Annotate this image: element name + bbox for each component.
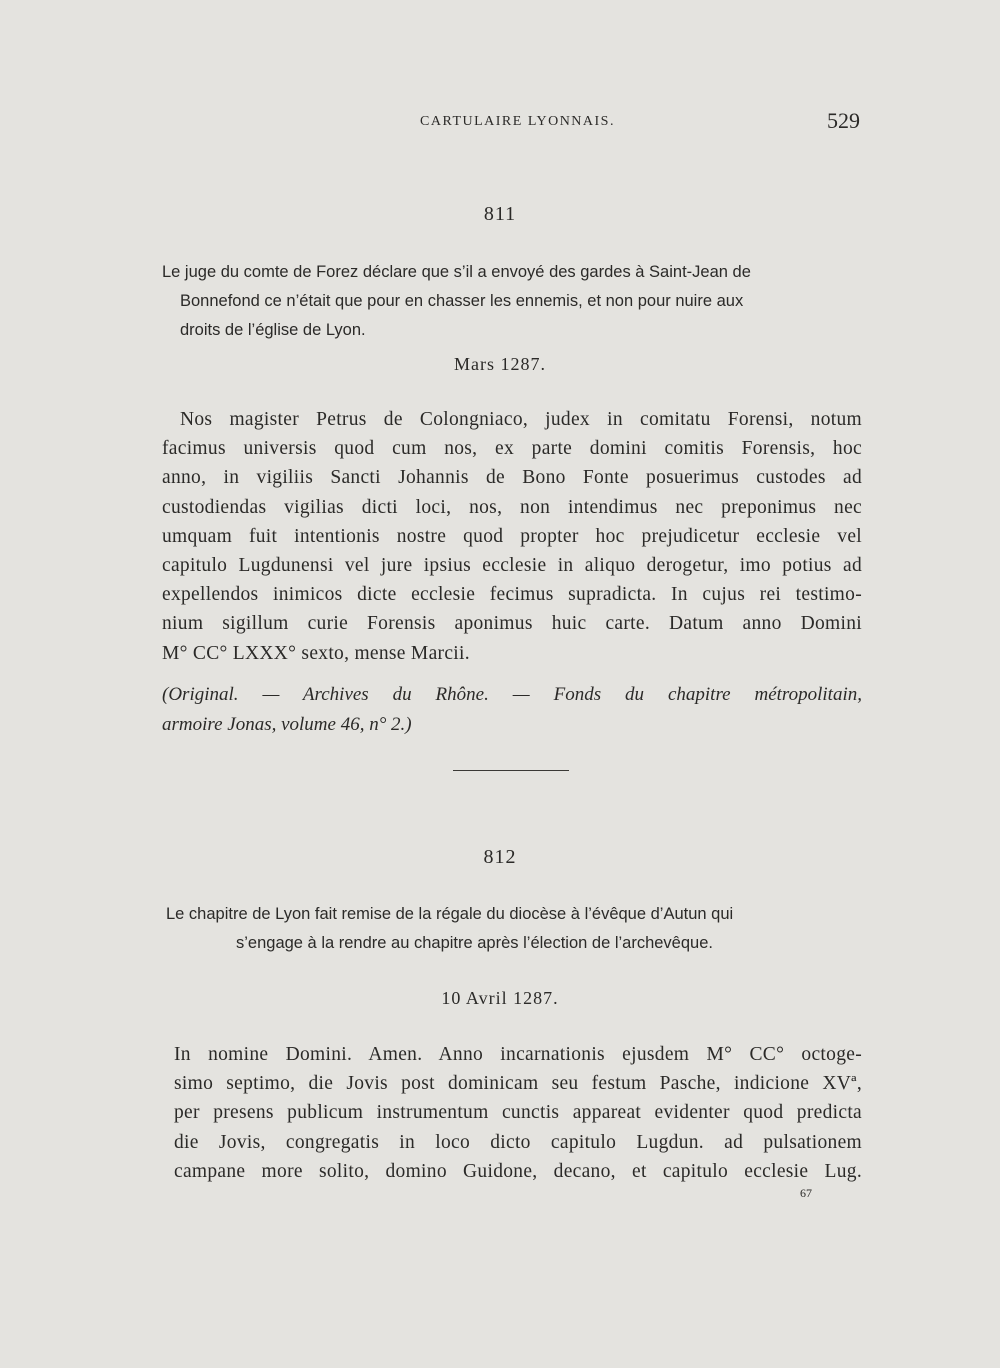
text-line: Nos magister Petrus de Colongniaco, judex in comitatu Forensi, notum xyxy=(180,409,862,430)
summary-line: droits de l’église de Lyon. xyxy=(180,321,366,339)
text-line: capitulo Lugdunensi vel jure ipsius ecclesie in aliquo derogetur, imo potius ad xyxy=(162,555,862,577)
text-line: simo septimo, die Jovis post dominicam seu festum Pasche, indicione XVª, xyxy=(174,1073,862,1095)
text-line: In nomine Domini. Amen. Anno incarnationis ejusdem M° CC° octoge- xyxy=(174,1044,862,1065)
text-line: anno, in vigiliis Sancti Johannis de Bono Fonte posuerimus custodes ad xyxy=(162,467,862,489)
charter-text xyxy=(162,1040,862,1186)
charter-text xyxy=(162,405,862,668)
summary-line: s’engage à la rendre au chapitre après l’élection de l’archevêque. xyxy=(236,934,713,952)
entry-number: 812 xyxy=(483,846,517,868)
source-line: armoire Jonas, volume 46, n° 2.) xyxy=(162,714,412,735)
text-line: per presens publicum instrumentum cunctis appareat evidenter quod predicta xyxy=(174,1102,862,1124)
page-number: 529 xyxy=(827,108,860,133)
text-line: M° CC° LXXX° sexto, mense Marcii. xyxy=(162,642,470,664)
source-line: (Original. — Archives du Rhône. — Fonds du chapitre métropolitain, xyxy=(162,684,862,705)
text-line: umquam fuit intentionis nostre quod propter hoc prejudicetur ecclesie vel xyxy=(162,525,862,547)
entry-number: 811 xyxy=(483,203,517,225)
source-citation xyxy=(162,680,862,740)
text-line: nium sigillum curie Forensis aponimus huic carte. Datum anno Domini xyxy=(162,613,862,635)
entry-summary xyxy=(162,900,862,958)
running-title: CARTULAIRE LYONNAIS. xyxy=(420,114,615,129)
text-line: facimus universis quod cum nos, ex parte domini comitis Forensis, hoc xyxy=(162,438,862,460)
summary-line: Le juge du comte de Forez déclare que s’il a envoyé des gardes à Saint-Jean de xyxy=(162,263,751,281)
summary-line: Bonnefond ce n’était que pour en chasser les ennemis, et non pour nuire aux xyxy=(180,292,744,310)
entry-date: 10 Avril 1287. xyxy=(441,988,559,1008)
summary-line: Le chapitre de Lyon fait remise de la régale du diocèse à l’évêque d’Autun qui xyxy=(166,905,734,923)
text-line: expellendos inimicos dicte ecclesie fecimus supradicta. In cujus rei testimo- xyxy=(162,584,862,606)
signature-mark: 67 xyxy=(800,1186,812,1200)
entry-date: Mars 1287. xyxy=(454,354,546,374)
entry-summary xyxy=(162,258,862,345)
text-line: die Jovis, congregatis in loco dicto capitulo Lugdun. ad pulsationem xyxy=(174,1131,862,1153)
text-line: campane more solito, domino Guidone, decano, et capitulo ecclesie Lug. xyxy=(174,1160,862,1182)
running-head xyxy=(160,108,860,136)
text-line: custodiendas vigilias dicti loci, nos, non intendimus nec preponimus nec xyxy=(162,496,862,518)
section-divider xyxy=(453,770,569,771)
